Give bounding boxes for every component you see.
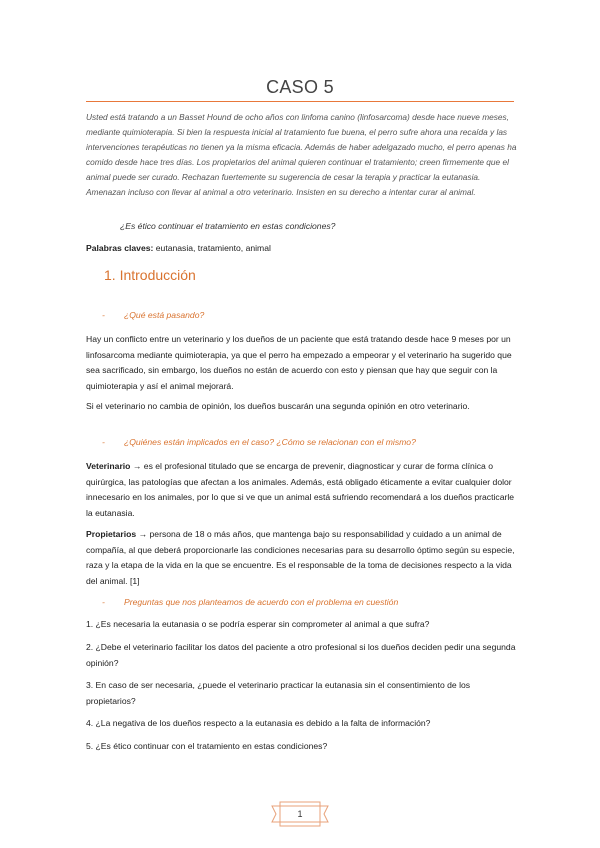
section-heading: 1. Introducción [104,267,196,283]
case-abstract: Usted está tratando a un Basset Hound de ocho años con linfoma canino (linfosarcoma) desde hace nueve meses, mediante quimioterapia. Si bien la respuesta inicial al tratamiento fue buena, el perro sufre ahora una recaída y las intervenciones terapéuticas no tienen ya la misma eficacia. Además de haber adelgazado mucho, el perro apenas ha comido desde hace tres días. Los propietarios del animal quieren continuar el tratamiento; creen firmemente que el animal puede ser curado. Rechazan fuertemente su sugerencia de cesar la terapia y practicar la eutanasia. Amenazan incluso con llevar al animal a otro veterinario. Insisten en su derecho a intentar curar al animal. [86,112,517,197]
bullet-text: ¿Qué está pasando? [124,310,205,320]
term-label: Propietarios [86,529,137,539]
paragraph: Hay un conflicto entre un veterinario y los dueños de un paciente que está tratando desde hace 9 meses por un linfosarcoma mediante quimioterapia, ya que el perro ha empezado a empeorar y el veterinario ha sugerido que sea sacrificado, sin embargo, los dueños no están de acuerdo con esto y piensan que hay que seguir con la quimioterapia y así el animal mejorará. [86,334,512,391]
bullet-text: ¿Quiénes están implicados en el caso? ¿Cómo se relacionan con el mismo? [124,437,416,447]
page-number: 1 [297,809,303,819]
question-item: 2. ¿Debe el veterinario facilitar los datos del paciente a otro profesional si los dueños deciden pedir una segunda opinión? [86,642,516,668]
bullet-text: Preguntas que nos planteamos de acuerdo con el problema en cuestión [124,597,399,607]
page-title: CASO 5 [266,77,334,97]
paragraph [86,459,518,521]
bullet-item: - Preguntas que nos planteamos de acuerdo con el problema en cuestión [102,597,399,607]
paragraph: Si el veterinario no cambia de opinión, los dueños buscarán una segunda opinión en otro veterinario. [86,401,470,411]
question-item: 3. En caso de ser necesaria, ¿puede el veterinario practicar la eutanasia sin el consentimiento de los propietarios? [86,680,471,706]
paragraph [86,527,518,589]
term-definition: → es el profesional titulado que se encarga de prevenir, diagnosticar y curar de forma clínica o quirúrgica, las patologías que afectan a los animales. Además, está obligado éticamente a evitar cualquier dolor innecesario en los animales, por lo que si ve que un animal está sufriendo recomendará a los dueños practicarle la eutanasia. [86,461,515,518]
keywords-label: Palabras claves: [86,243,154,253]
bullet-item: - ¿Quiénes están implicados en el caso? ¿Cómo se relacionan con el mismo? [102,437,416,447]
central-question: ¿Es ético continuar el tratamiento en estas condiciones? [120,221,336,231]
bullet-item: - ¿Qué está pasando? [102,310,205,320]
title-divider [86,101,514,102]
keywords-text: eutanasia, tratamiento, animal [155,243,271,253]
question-item: 5. ¿Es ético continuar con el tratamiento en estas condiciones? [86,741,328,751]
keywords [86,243,271,253]
question-item: 4. ¿La negativa de los dueños respecto a la eutanasia es debido a la falta de información? [86,718,431,728]
term-definition: → persona de 18 o más años, que mantenga bajo su responsabilidad y cuidado a un animal de compañía, al que deberá proporcionarle las condiciones necesarias para su desarrollo óptimo según su especie, raza y la etapa de la vida en la que se encuentre. Es el responsable de la toma de decisiones respecto a la vida del animal. [1] [86,529,515,586]
term-label: Veterinario [86,461,131,471]
question-item: 1. ¿Es necesaria la eutanasia o se podría esperar sin comprometer al animal a que sufra? [86,619,430,629]
